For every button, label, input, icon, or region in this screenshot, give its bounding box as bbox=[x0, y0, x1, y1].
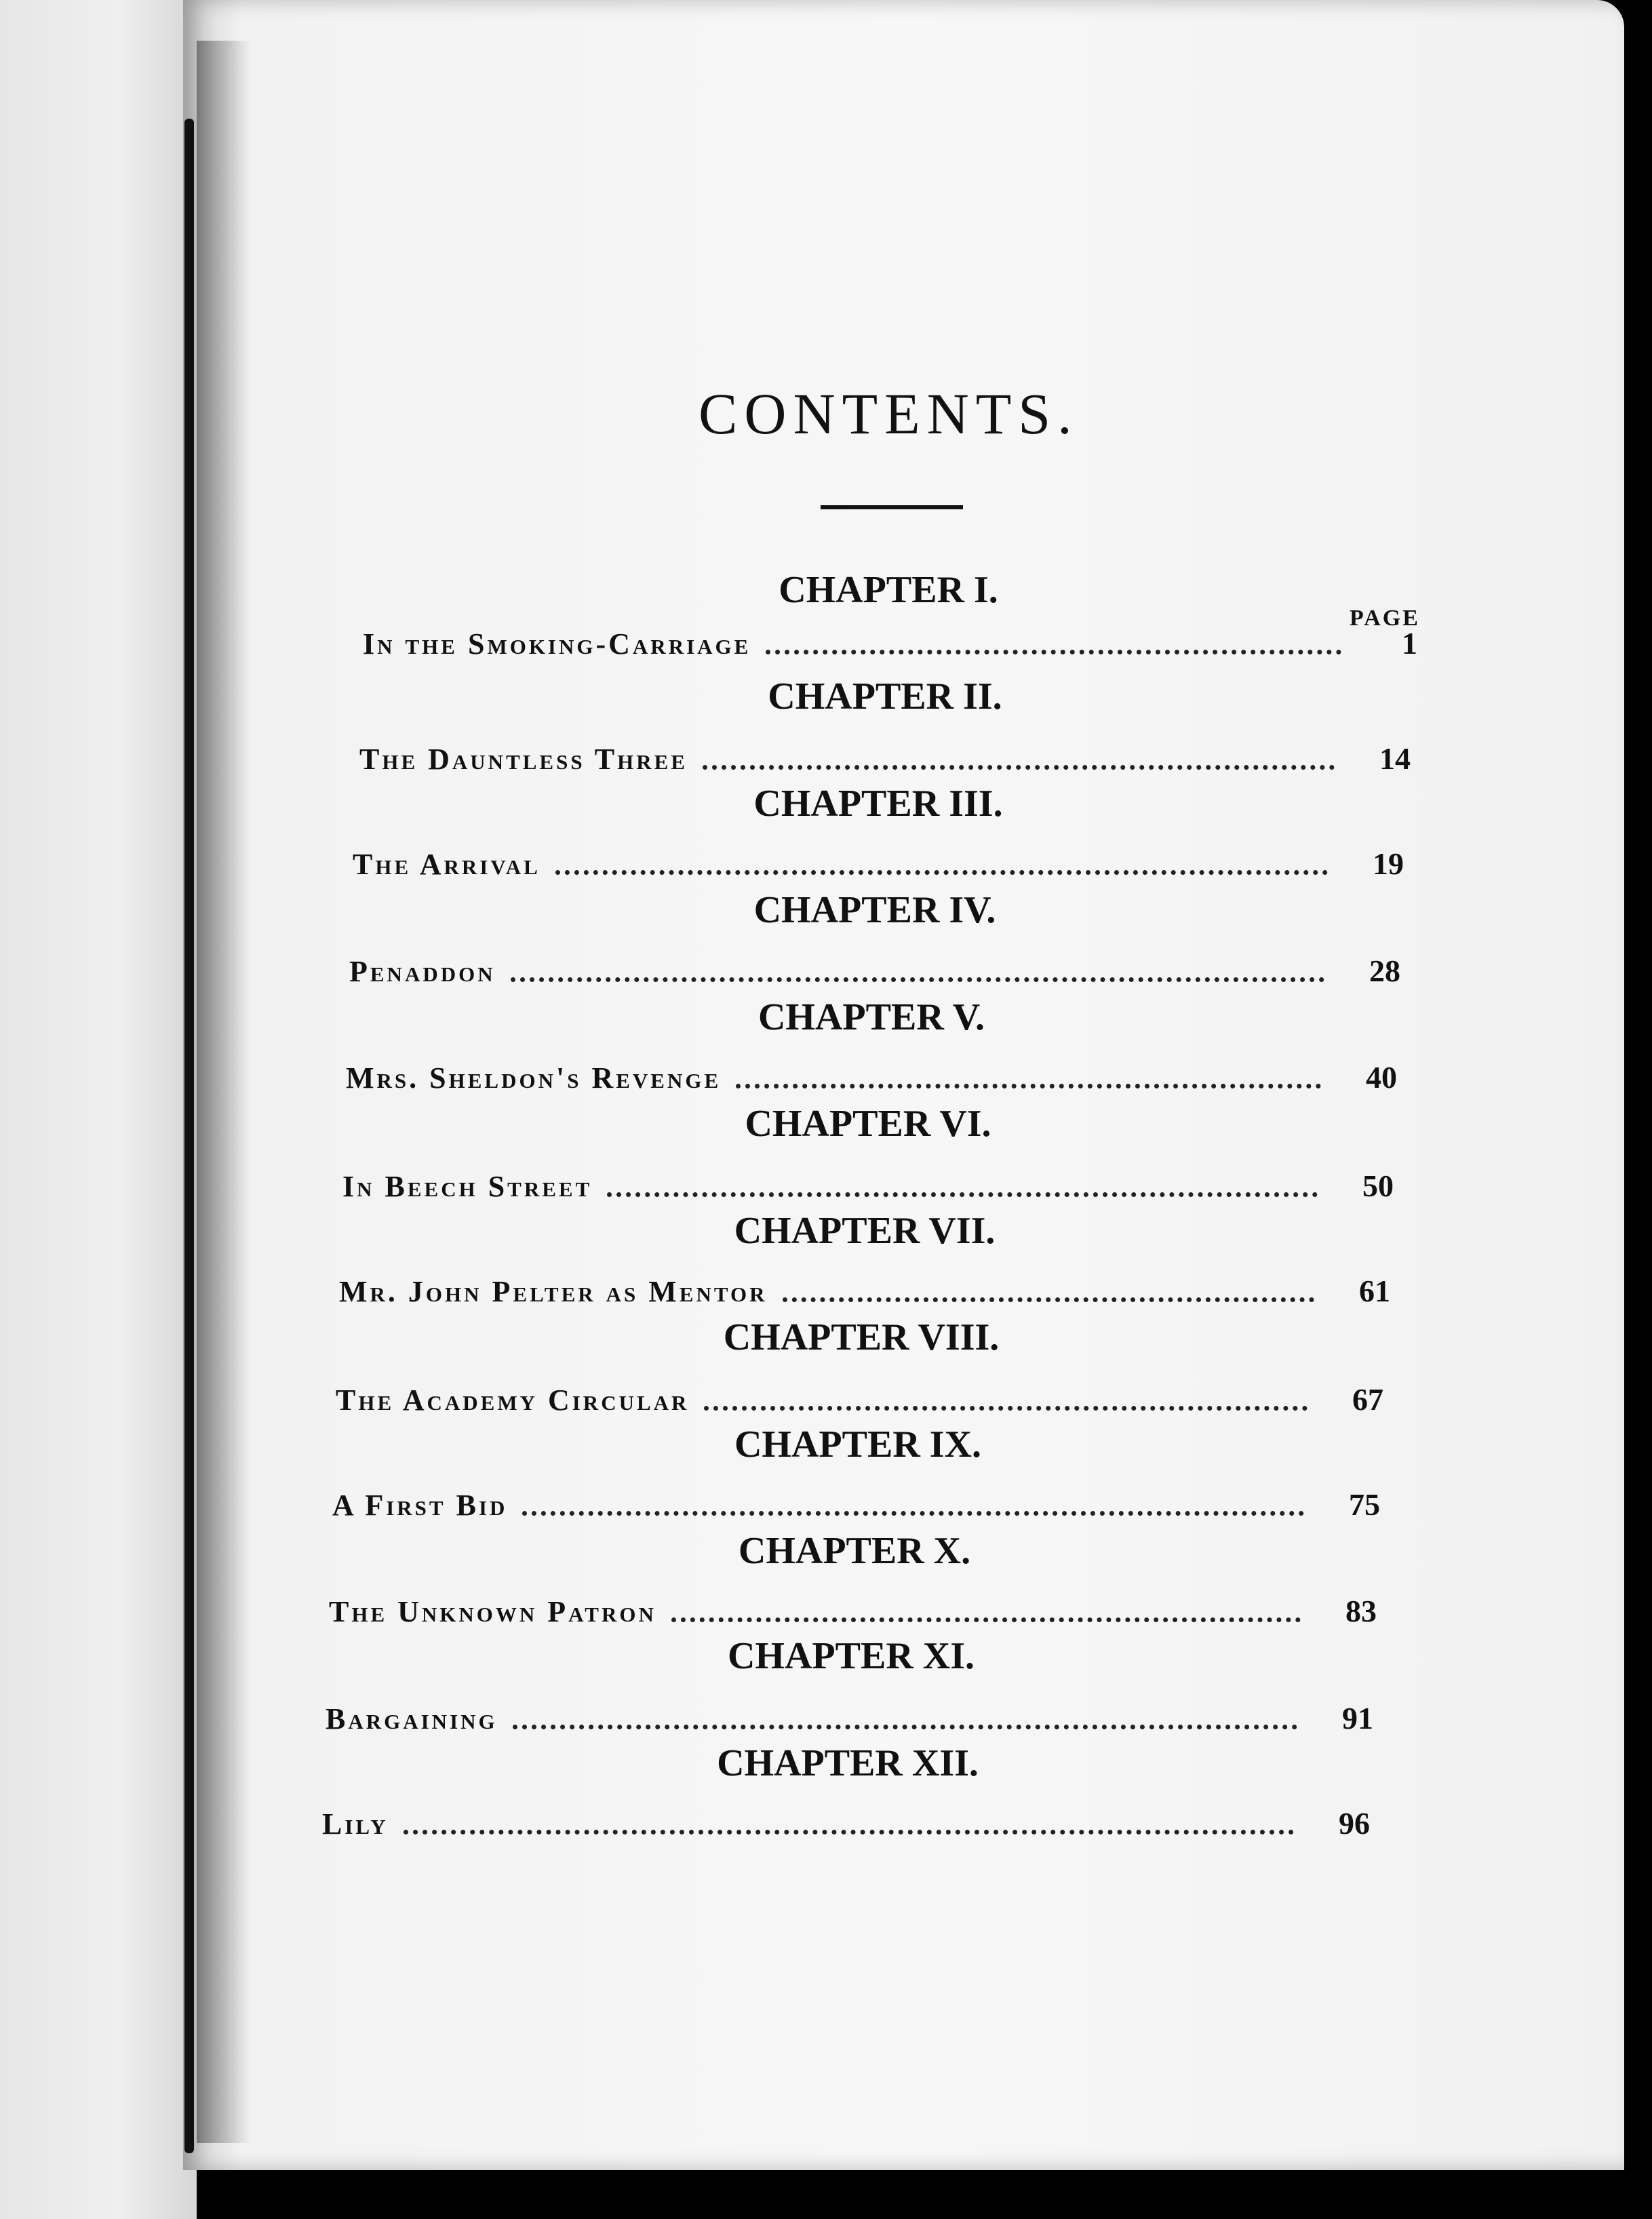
chapter-title: Lily bbox=[322, 1807, 389, 1841]
chapter-heading: CHAPTER III. bbox=[753, 783, 1003, 825]
chapter-heading: CHAPTER XII. bbox=[717, 1742, 979, 1784]
page-number: 96 bbox=[1339, 1806, 1370, 1841]
chapter-title: The Dauntless Three bbox=[359, 743, 688, 776]
page-number: 28 bbox=[1369, 954, 1400, 988]
dot-leader bbox=[522, 1511, 1304, 1516]
dot-leader bbox=[766, 650, 1341, 654]
contents-entry bbox=[349, 941, 1400, 989]
chapter-title: Penaddon bbox=[349, 955, 496, 988]
page-number: 1 bbox=[1402, 626, 1417, 661]
binding-edge bbox=[184, 119, 194, 2153]
contents-entry bbox=[363, 614, 1417, 661]
gutter-shadow bbox=[197, 41, 251, 2143]
chapter-title: In the Smoking-Carriage bbox=[363, 627, 751, 661]
dot-leader bbox=[511, 977, 1324, 982]
chapter-heading: CHAPTER VIII. bbox=[723, 1316, 1000, 1358]
contents-entry bbox=[332, 1475, 1380, 1523]
title-rule bbox=[821, 505, 963, 509]
chapter-heading: CHAPTER II. bbox=[768, 675, 1002, 718]
page-number: 61 bbox=[1359, 1274, 1390, 1308]
chapter-heading: CHAPTER XI. bbox=[727, 1635, 975, 1677]
chapter-title: Mrs. Sheldon's Revenge bbox=[346, 1061, 722, 1095]
dot-leader bbox=[783, 1297, 1315, 1302]
dot-leader bbox=[671, 1617, 1301, 1622]
dot-leader bbox=[607, 1192, 1318, 1197]
contents-entry bbox=[329, 1582, 1377, 1629]
contents-entry bbox=[339, 1261, 1390, 1309]
page-number: 40 bbox=[1366, 1060, 1397, 1095]
page-column-label: PAGE bbox=[1350, 606, 1420, 631]
facing-page bbox=[0, 0, 197, 2219]
contents-entry bbox=[342, 1156, 1394, 1204]
chapter-heading: CHAPTER VII. bbox=[734, 1210, 996, 1252]
dot-leader bbox=[555, 870, 1328, 875]
page-number: 50 bbox=[1362, 1169, 1394, 1203]
page-number: 67 bbox=[1352, 1382, 1383, 1417]
dot-leader bbox=[703, 765, 1335, 770]
page-number: 83 bbox=[1345, 1594, 1377, 1628]
contents-entry bbox=[322, 1794, 1370, 1841]
chapter-title: Bargaining bbox=[326, 1702, 498, 1735]
contents-entry bbox=[346, 1048, 1397, 1095]
page-number: 14 bbox=[1379, 741, 1411, 776]
chapter-title: A First Bid bbox=[332, 1489, 508, 1522]
page-number: 91 bbox=[1342, 1701, 1373, 1735]
chapter-title: Mr. John Pelter as Mentor bbox=[339, 1275, 768, 1308]
page-number: 19 bbox=[1373, 846, 1404, 881]
chapter-title: In Beech Street bbox=[342, 1170, 593, 1203]
contents-entry bbox=[353, 834, 1404, 882]
dot-leader bbox=[736, 1084, 1321, 1088]
page-number: 75 bbox=[1349, 1487, 1380, 1522]
chapter-title: The Unknown Patron bbox=[329, 1595, 656, 1628]
dot-leader bbox=[704, 1406, 1307, 1411]
contents-entry bbox=[326, 1689, 1373, 1736]
chapter-heading: CHAPTER V. bbox=[758, 996, 985, 1038]
chapter-heading: CHAPTER X. bbox=[738, 1530, 971, 1572]
page-title: CONTENTS. bbox=[699, 381, 1079, 446]
chapter-title: The Arrival bbox=[353, 848, 540, 881]
contents-entry bbox=[336, 1370, 1383, 1417]
dot-leader bbox=[513, 1725, 1297, 1729]
chapter-heading: CHAPTER IX. bbox=[734, 1423, 982, 1466]
chapter-title: The Academy Circular bbox=[336, 1383, 690, 1417]
chapter-heading: CHAPTER IV. bbox=[753, 889, 996, 931]
chapter-heading: CHAPTER VI. bbox=[745, 1103, 991, 1145]
dot-leader bbox=[404, 1830, 1294, 1834]
contents-entry bbox=[359, 729, 1411, 777]
chapter-heading: CHAPTER I. bbox=[779, 569, 998, 611]
